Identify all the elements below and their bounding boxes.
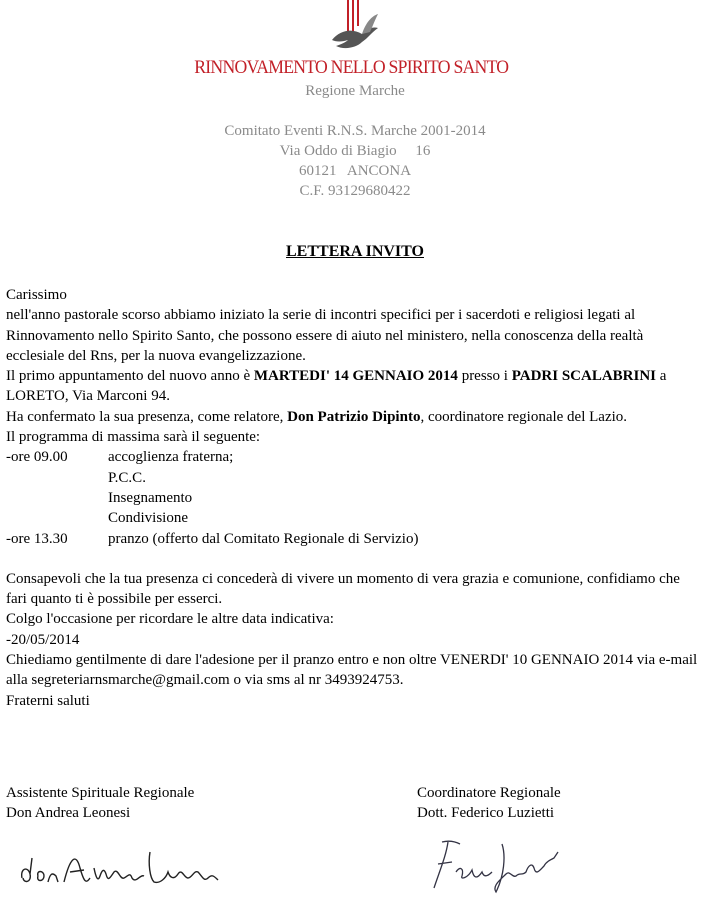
organization-name: RINNOVAMENTO NELLO SPIRITO SANTO xyxy=(194,57,509,78)
rsvp-paragraph: Chiediamo gentilmente di dare l'adesione per il pranzo entro e non oltre VENERDI' 10 GENNAIO 2014 via e-mail alla segreteriarnsmarche@gmail.com o via sms al nr 3493924753. xyxy=(6,652,698,689)
first-meeting-paragraph xyxy=(6,366,698,407)
farewell: Fraterni saluti xyxy=(6,692,90,709)
dove-logo-icon xyxy=(326,0,382,56)
first-meeting-post: a LORETO, Via Marconi 94. xyxy=(6,368,667,405)
region-name: Regione Marche xyxy=(305,83,405,99)
program-row: Condivisione xyxy=(108,510,189,527)
program-row: -ore 13.30 pranzo (offerto dal Comitato Regionale di Servizio) xyxy=(6,530,419,547)
handwritten-signature-left xyxy=(14,838,224,894)
handwritten-signature-right xyxy=(426,836,566,896)
meeting-date: MARTEDI' 14 GENNAIO 2014 xyxy=(253,368,458,385)
tax-code-line: C.F. 93129680422 xyxy=(299,183,411,199)
signature-block-right xyxy=(417,783,561,824)
city-line: 60121 ANCONA xyxy=(298,163,412,179)
other-dates-intro: Colgo l'occasione per ricordare le altre data indicativa: xyxy=(6,611,334,628)
signer-role: Assistente Spirituale Regionale xyxy=(6,785,195,801)
first-meeting-pre: Il primo appuntamento del nuovo anno è xyxy=(6,368,254,385)
speaker-name: Don Patrizio Dipinto xyxy=(287,408,421,425)
program-row: -ore 09.00 accoglienza fraterna; xyxy=(6,449,234,466)
program-row: P.C.C. xyxy=(108,469,146,486)
speaker-paragraph xyxy=(6,407,698,427)
other-date: -20/05/2014 xyxy=(6,631,80,648)
closing-paragraph: Consapevoli che la tua presenza ci concederà di vivere un momento di vera grazia e comunione, confidiamo che fari quanto ti è possibile per esserci. xyxy=(6,570,680,608)
program-intro: Il programma di massima sarà il seguente: xyxy=(6,429,261,446)
speaker-post: , coordinatore regionale del Lazio. xyxy=(420,408,628,425)
greeting: Carissimo xyxy=(6,287,67,303)
meeting-place: PADRI SCALABRINI xyxy=(511,368,657,385)
committee-line: Comitato Eventi R.N.S. Marche 2001-2014 xyxy=(224,123,486,139)
street-line: Via Oddo di Biagio 16 xyxy=(279,143,431,159)
first-meeting-mid: presso i xyxy=(457,368,512,385)
letter-title: LETTERA INVITO xyxy=(286,243,424,260)
signer-role: Coordinatore Regionale xyxy=(417,785,561,801)
letter-body xyxy=(6,285,698,711)
intro-paragraph: nell'anno pastorale scorso abbiamo iniziato la serie di incontri specifici per i sacerdoti e religiosi legati al Rinnovamento nello Spirito Santo, che possono essere di aiuto nel ministero, nella conoscenza della realtà ecclesiale del Rns, per la nuova evangelizzazione. xyxy=(6,307,644,364)
signer-name: Don Andrea Leonesi xyxy=(6,805,131,822)
signature-block-left xyxy=(6,783,194,824)
signer-name: Dott. Federico Luzietti xyxy=(417,805,555,822)
program-row: Insegnamento xyxy=(108,489,193,506)
speaker-pre: Ha confermato la sua presenza, come relatore, xyxy=(6,408,288,425)
